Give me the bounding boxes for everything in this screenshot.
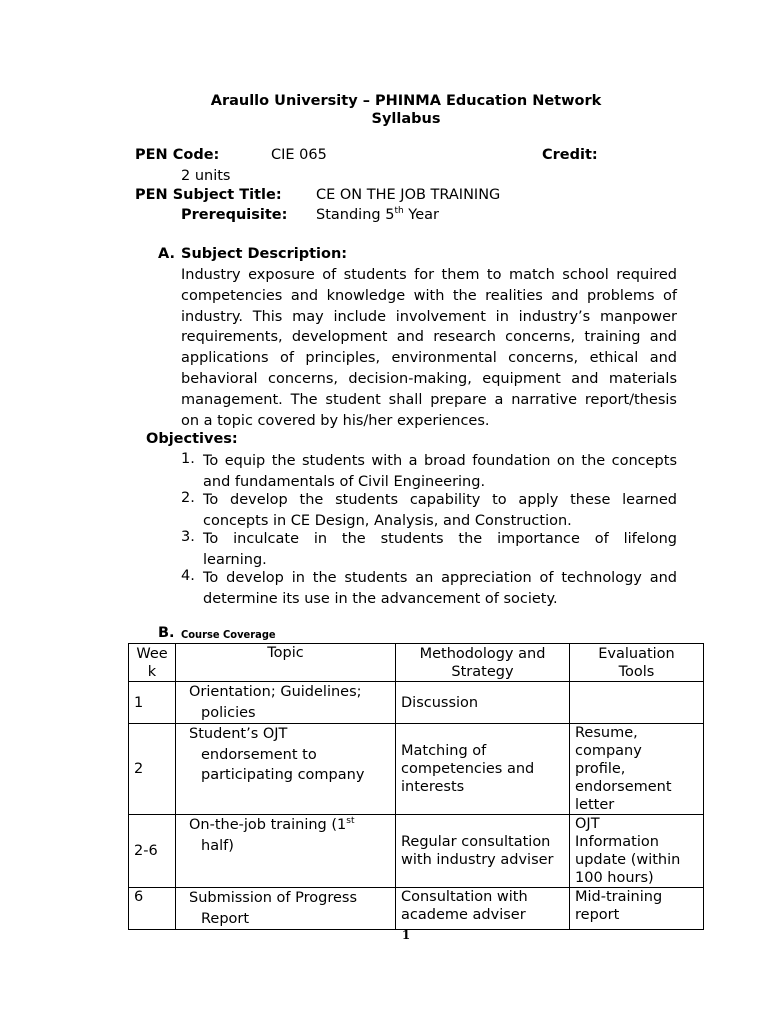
- cell-eval: [570, 682, 704, 724]
- objective-line: To develop in the students an appreciation of technology and: [203, 570, 677, 586]
- cell-method: Discussion: [396, 682, 570, 724]
- cell-eval: Resume, company profile, endorsement letter: [570, 724, 704, 815]
- description-line: requirements, development and research concerns, training and: [181, 329, 677, 346]
- objective-line: To equip the students with a broad foundation on the concepts: [203, 453, 677, 469]
- description-line: behavioral concerns, decision-making, equipment and materials: [181, 370, 677, 387]
- cell-week: 2-6: [129, 815, 176, 888]
- prerequisite-label: Prerequisite:: [181, 207, 288, 223]
- cell-eval: OJT Information update (within 100 hours): [570, 815, 704, 888]
- table-row: [129, 682, 704, 724]
- description-line: applications of principles, environmental concerns, ethical and: [181, 350, 677, 367]
- credit-label: Credit:: [542, 147, 598, 163]
- cell-method: Consultation with academe adviser: [396, 888, 570, 930]
- cell-topic: Student’s OJT endorsement to participating company: [176, 724, 396, 815]
- header-week: Wee k: [129, 644, 176, 682]
- cell-week: 1: [129, 682, 176, 724]
- page-number: 1: [401, 928, 411, 942]
- section-a-heading: Subject Description:: [181, 246, 348, 262]
- subject-title-label: PEN Subject Title:: [135, 187, 282, 203]
- description-line: industry. This may include involvement in industry’s manpower: [181, 308, 677, 325]
- table-row: [129, 888, 704, 930]
- cell-week: 6: [129, 888, 176, 930]
- header-evaluation: Evaluation Tools: [570, 644, 704, 682]
- prerequisite-value: Standing 5th Year: [316, 206, 439, 223]
- header-topic: Topic: [176, 644, 396, 682]
- cell-topic: On-the-job training (1st half): [176, 815, 396, 888]
- subject-title-value: CE ON THE JOB TRAINING: [316, 187, 501, 203]
- pen-code-label: PEN Code:: [135, 147, 220, 163]
- objective-number: 3.: [181, 529, 195, 545]
- course-coverage-table: [128, 643, 704, 930]
- objective-number: 1.: [181, 451, 195, 467]
- table-row: [129, 815, 704, 888]
- subject-description: [181, 265, 677, 431]
- section-b-marker: B.: [158, 625, 175, 641]
- objective-number: 2.: [181, 490, 195, 506]
- document-title: Araullo University – PHINMA Education Network: [210, 93, 602, 109]
- objective-line: concepts in CE Design, Analysis, and Construction.: [203, 513, 572, 529]
- cell-method: Matching of competencies and interests: [396, 724, 570, 815]
- pen-code-value: CIE 065: [271, 147, 327, 163]
- objective-line: To develop the students capability to apply these learned: [203, 492, 677, 508]
- cell-method: Regular consultation with industry adviser: [396, 815, 570, 888]
- description-line: management. The student shall prepare a narrative report/thesis: [181, 391, 677, 408]
- objective-line: and fundamentals of Civil Engineering.: [203, 474, 486, 490]
- objective-line: To inculcate in the students the importance of lifelong: [203, 531, 677, 547]
- objective-line: determine its use in the advancement of society.: [203, 591, 558, 607]
- cell-topic: Submission of Progress Report: [176, 888, 396, 930]
- description-line: on a topic covered by his/her experiences.: [181, 412, 490, 429]
- section-a-marker: A.: [158, 246, 175, 262]
- cell-topic: Orientation; Guidelines; policies: [176, 682, 396, 724]
- document-subtitle: Syllabus: [371, 111, 441, 127]
- cell-eval: Mid-training report: [570, 888, 704, 930]
- objectives-heading: Objectives:: [146, 431, 238, 447]
- description-line: competencies and knowledge with the realities and problems of: [181, 287, 677, 304]
- section-b-heading: Course Coverage: [181, 628, 276, 641]
- table-header-row: [129, 644, 704, 682]
- credit-value: 2 units: [181, 168, 231, 184]
- objective-number: 4.: [181, 568, 195, 584]
- objective-line: learning.: [203, 552, 267, 568]
- table-row: [129, 724, 704, 815]
- header-methodology: Methodology and Strategy: [396, 644, 570, 682]
- description-line: Industry exposure of students for them to match school required: [181, 267, 677, 283]
- cell-week: 2: [129, 724, 176, 815]
